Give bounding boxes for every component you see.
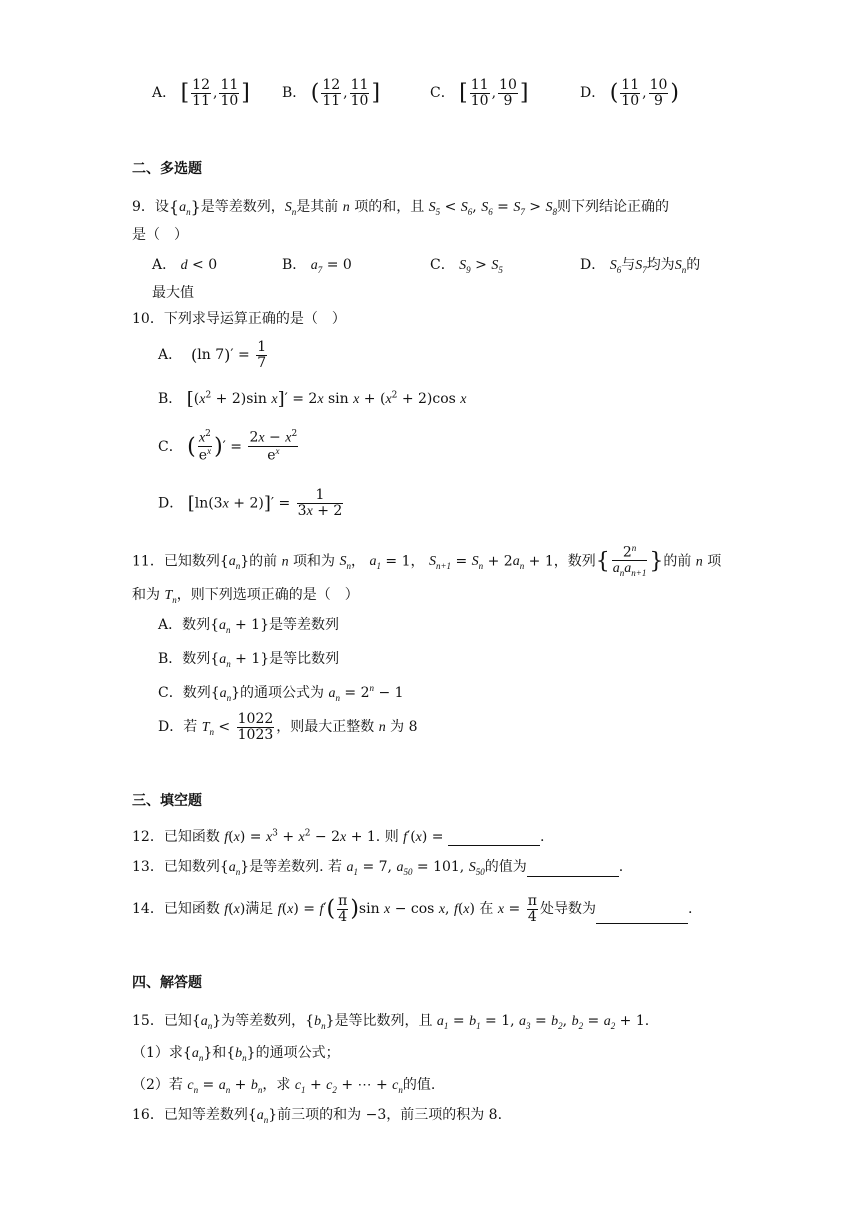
q11-option-b: B．数列$\{a_n + 1\}$是等比数列 xyxy=(158,651,340,669)
q12-text: 12．已知函数 $f(x) = x^3 + x^2 - 2x + 1$. 则 f′(x) = . xyxy=(132,828,545,845)
q11-stem: 11．已知数列$\{a_n\}$的前 n 项和为 $S_n$， $a_1 = 1$， $S_{n+1} = S_n + 2a_n + 1$，数列{ $\frac{2^n}{a_na_{n+1}}$ }的前 n 项 xyxy=(132,543,722,579)
q8-option-c: C． [ $\frac{11}{10}$ , $\frac{10}{9}$ ] xyxy=(430,77,529,109)
answer-blank[interactable] xyxy=(596,909,688,924)
q9-option-b: B． $a_7 = 0$ xyxy=(282,257,352,275)
q9-option-d-continued: 最大值 xyxy=(152,285,194,301)
q16-text: 16．已知等差数列$\{a_n\}$前三项的和为 −3，前三项的积为 8. xyxy=(132,1107,503,1125)
q10-option-d: D． [ln(3x + 2)]′ = $\frac{1}{3x + 2}$ xyxy=(158,487,343,519)
q13-text: 13．已知数列$\{a_n\}$是等差数列. 若 $a_1 = 7$, $a_{50} = 101$, $S_{50}$的值为 . xyxy=(132,859,624,877)
q9-stem: 9．设$\{a_n\}$是等差数列，$S_n$是其前 n 项的和，且 $S_5 < S_6$, $S_6 = S_7 > S_8$则下列结论正确的 xyxy=(132,197,669,217)
q9-option-d: D． $S_6$与$S_7$均为$S_n$的 xyxy=(580,257,701,275)
q8-option-d: D． ( $\frac{11}{10}$ , $\frac{10}{9}$ ) xyxy=(580,77,679,109)
q11-option-a: A．数列$\{a_n + 1\}$是等差数列 xyxy=(158,617,339,635)
section-title-answer: 四、解答题 xyxy=(132,975,202,991)
q10-option-c: C． ( $\frac{x^2}{e^x}$ )′ = $\frac{2x - x^2}{e^x}$ xyxy=(158,429,298,464)
answer-blank[interactable] xyxy=(448,831,540,846)
q11-option-d: D．若 $T_n$ < $\frac{1022}{1023}$ ，则最大正整数 n 为 8 xyxy=(158,711,418,743)
q9-option-a: A． d < 0 xyxy=(152,257,218,273)
option-label: A． xyxy=(152,85,177,102)
q9-option-c: C． $S_9 > S_5$ xyxy=(430,257,503,275)
section-title-multi-choice: 二、多选题 xyxy=(132,161,202,177)
q14-text: 14．已知函数 f(x)满足 f(x) = f′( $\frac{\pi}{4}$ )sin x − cos x, f(x) 在 x = $\frac{\pi}{4}$ 处导数为 . xyxy=(132,893,693,925)
q10-stem: 10．下列求导运算正确的是（ ） xyxy=(132,311,346,327)
section-title-fill-in: 三、填空题 xyxy=(132,793,202,809)
answer-blank[interactable] xyxy=(527,862,619,877)
q8-option-a: A． [ $\frac{12}{11}$ , $\frac{11}{10}$ ] xyxy=(152,77,250,109)
q11-option-c: C．数列$\{a_n\}$的通项公式为 $a_n = 2^n - 1$ xyxy=(158,683,404,703)
q10-option-b: B． [$(x^2 + 2)\sin$ x]′ = 2x $\sin x + (x^2 + 2)\cos$ x xyxy=(158,388,467,410)
q15-part2: （2）若 $c_n = a_n + b_n$，求 $c_1 + c_2$ + ⋯ + $c_n$的值. xyxy=(132,1077,436,1095)
q15-part1: （1）求$\{a_n\}$和$\{b_n\}$的通项公式； xyxy=(132,1045,340,1063)
q11-stem-line2: 和为 $T_n$，则下列选项正确的是（ ） xyxy=(132,587,359,605)
q9-stem-line2: 是（ ） xyxy=(132,227,188,243)
q8-option-b: B． ( $\frac{12}{11}$ , $\frac{11}{10}$ ] xyxy=(282,77,381,109)
q15-stem: 15．已知$\{a_n\}$为等差数列，$\{b_n\}$是等比数列，且 $a_1 = b_1 = 1$, $a_3 = b_2$, $b_2 = a_2 + 1$. xyxy=(132,1013,650,1031)
q10-option-a: A． (ln 7)′ = $\frac{1}{7}$ xyxy=(158,339,267,371)
